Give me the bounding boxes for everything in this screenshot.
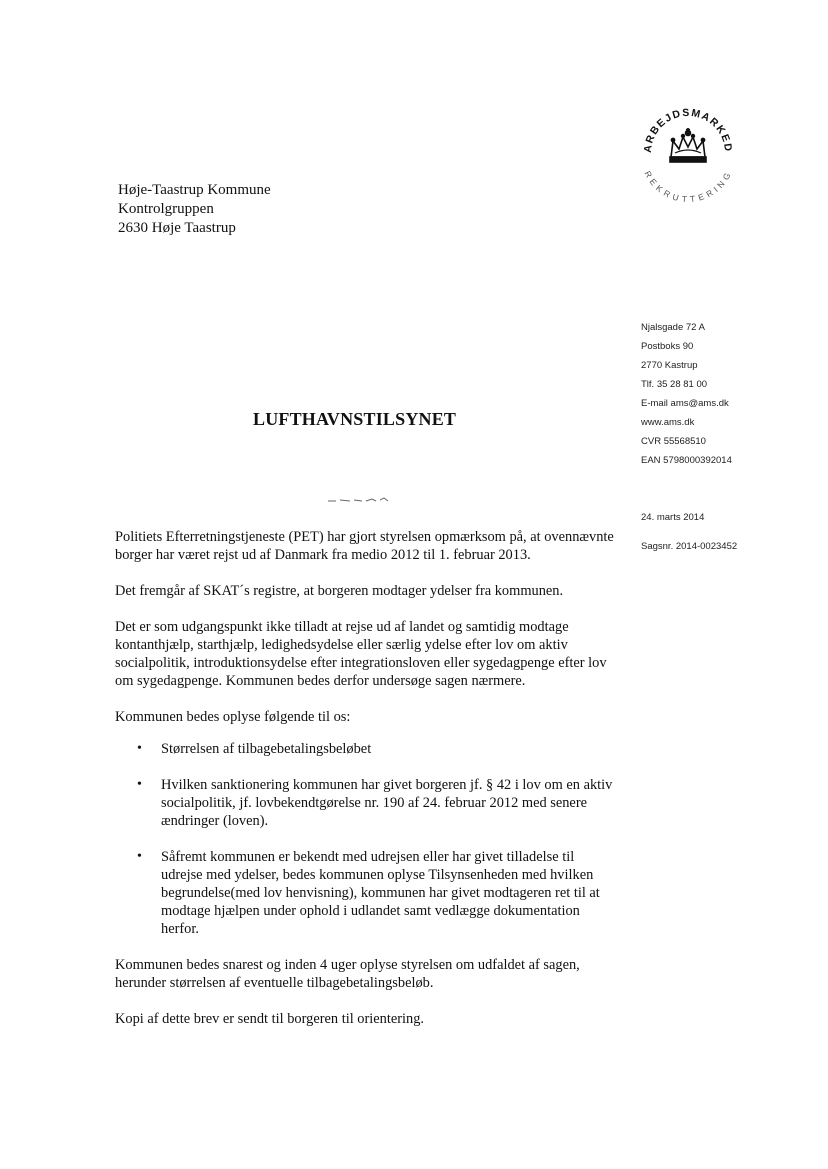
closing-paragraph: Kommunen bedes snarest og inden 4 uger oplyse styrelsen om udfaldet af sagen, herunder størrelsen af eventuelle tilbagebetalingsbeløb. [115, 957, 580, 991]
svg-text:REKRUTTERING: REKRUTTERING [642, 169, 734, 205]
bullet-icon: • [137, 741, 142, 756]
request-list [115, 740, 615, 938]
bullet-icon: • [137, 777, 142, 792]
closing-paragraph: Kopi af dette brev er sendt til borgeren til orientering. [115, 1011, 425, 1027]
sender-ean: EAN 5798000392014 [641, 455, 732, 466]
sender-info [641, 318, 738, 552]
sender-address-line: Njalsgade 72 A [641, 322, 705, 333]
letter-title: LUFTHAVNSTILSYNET [253, 409, 457, 429]
list-item-text: Hvilken sanktionering kommunen har givet borgeren jf. § 42 i lov om en aktiv socialpolitik, jf. lovbekendtgørelse nr. 190 af 24. februar 2012 med senere ændringer (loven). [161, 777, 613, 829]
list-item-text: Såfremt kommunen er bekendt med udrejsen eller har givet tilladelse til udrejse med ydelser, bedes kommunen oplyse Tilsynsenheden med hvilken begrundelse(med lov henvisning), kommunen har givet modtageren ret til at modtage hjælpen under ophold i udlandet samt vedlægge dokumentation herfor. [161, 849, 600, 937]
recipient-line: Kontrolgruppen [118, 201, 214, 217]
list-item-text: Størrelsen af tilbagebetalingsbeløbet [161, 741, 372, 757]
sender-phone: Tlf. 35 28 81 00 [641, 379, 708, 390]
arbejdsmarked-rekruttering-logo [633, 95, 743, 205]
case-number: Sagsnr. 2014-0023452 [641, 541, 738, 552]
sender-email: E-mail ams@ams.dk [641, 398, 729, 409]
scan-mark [326, 495, 390, 505]
sender-address-line: Postboks 90 [641, 341, 694, 352]
list-item [115, 776, 615, 830]
body-paragraph: Det fremgår af SKAT´s registre, at borgeren modtager ydelser fra kommunen. [115, 583, 564, 599]
list-item [115, 848, 615, 938]
letter-date: 24. marts 2014 [641, 512, 705, 523]
list-item [115, 740, 615, 758]
recipient-line: 2630 Høje Taastrup [118, 220, 236, 236]
sender-cvr: CVR 55568510 [641, 436, 706, 447]
body-paragraph: Politiets Efterretningstjeneste (PET) har gjort styrelsen opmærksom på, at ovennævnte borger har været rejst ud af Danmark fra medio 2012 til 1. februar 2013. [115, 529, 614, 563]
recipient-address [118, 181, 271, 238]
svg-text:ARBEJDSMARKED: ARBEJDSMARKED [641, 106, 735, 154]
sender-address-line: 2770 Kastrup [641, 360, 698, 371]
crown-icon [670, 128, 706, 162]
sender-website: www.ams.dk [641, 417, 695, 428]
letter-body [115, 528, 615, 1046]
body-paragraph: Kommunen bedes oplyse følgende til os: [115, 709, 351, 725]
bullet-icon: • [137, 849, 142, 864]
body-paragraph: Det er som udgangspunkt ikke tilladt at rejse ud af landet og samtidig modtage kontanthjælp, starthjælp, ledighedsydelse eller særlig ydelse efter lov om aktiv socialpolitik, introduktionsydelse efter integrationsloven eller sygedagpenge efter lov om sygedagpenge. Kommunen bedes derfor undersøge sagen nærmere. [115, 619, 607, 689]
recipient-line: Høje-Taastrup Kommune [118, 182, 271, 198]
